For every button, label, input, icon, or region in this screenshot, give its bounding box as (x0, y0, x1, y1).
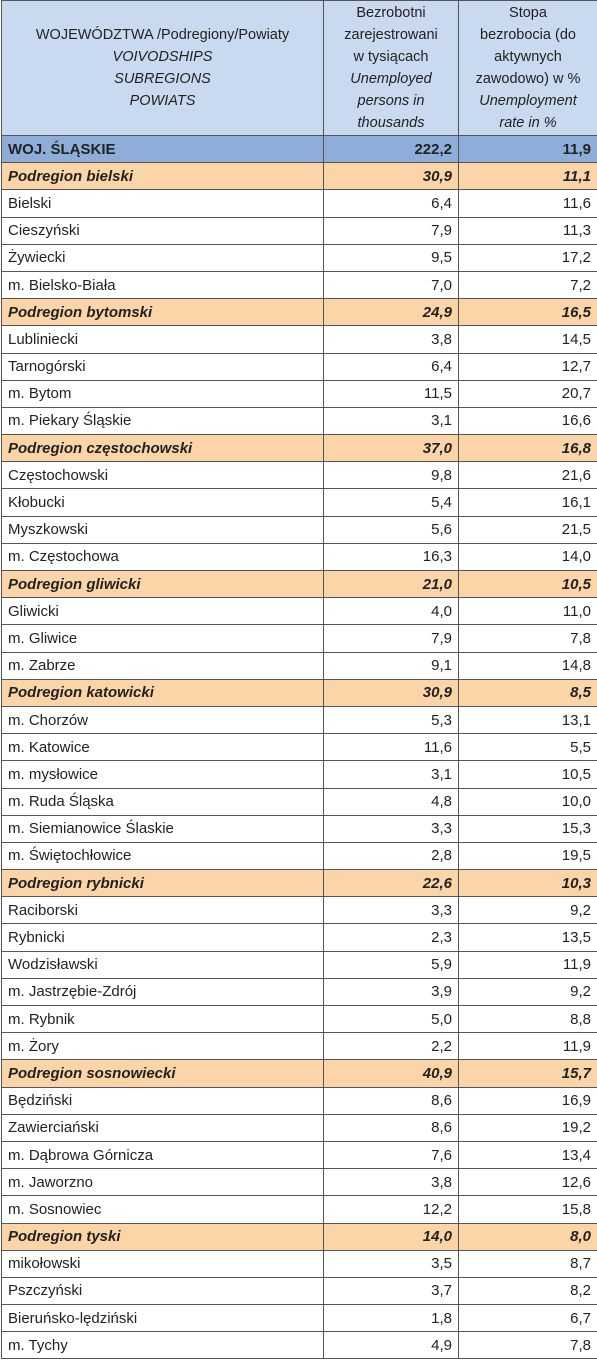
row-rate: 10,0 (459, 788, 597, 815)
row-unemployed: 3,1 (324, 407, 459, 434)
row-rate: 7,8 (459, 1332, 597, 1359)
row-name: Lubliniecki (2, 326, 324, 353)
powiat-row (2, 1114, 597, 1141)
row-unemployed: 1,8 (324, 1305, 459, 1332)
row-unemployed: 3,8 (324, 1169, 459, 1196)
row-name: Będziński (2, 1087, 324, 1114)
powiat-row (2, 924, 597, 951)
powiat-row (2, 407, 597, 434)
row-name: Podregion tyski (2, 1223, 324, 1250)
row-rate: 8,7 (459, 1250, 597, 1277)
row-name: m. Piekary Śląskie (2, 407, 324, 434)
row-unemployed: 2,2 (324, 1033, 459, 1060)
voivodship-row (2, 136, 597, 163)
row-name: m. Siemianowice Ślaskie (2, 815, 324, 842)
powiat-row (2, 489, 597, 516)
row-rate: 15,3 (459, 815, 597, 842)
row-name: m. mysłowice (2, 761, 324, 788)
header-region-en-3: POWIATS (129, 93, 196, 109)
powiat-row (2, 380, 597, 407)
row-name: Gliwicki (2, 598, 324, 625)
row-unemployed: 9,8 (324, 462, 459, 489)
header-region (2, 1, 324, 136)
row-unemployed: 3,8 (324, 326, 459, 353)
powiat-row (2, 516, 597, 543)
powiat-row (2, 1087, 597, 1114)
powiat-row (2, 543, 597, 570)
header-region-pl: WOJEWÓDZTWA /Podregiony/Powiaty (35, 27, 290, 43)
row-unemployed: 4,0 (324, 598, 459, 625)
row-unemployed: 7,6 (324, 1141, 459, 1168)
header-unemployed-pl-3: w tysiącach (353, 49, 429, 65)
row-rate: 17,2 (459, 244, 597, 271)
row-rate: 20,7 (459, 380, 597, 407)
subregion-row (2, 299, 597, 326)
powiat-row (2, 625, 597, 652)
row-rate: 11,0 (459, 598, 597, 625)
header-rate-en-1: Unemployment (479, 93, 577, 109)
row-unemployed: 3,9 (324, 978, 459, 1005)
powiat-row (2, 978, 597, 1005)
row-rate: 8,0 (459, 1223, 597, 1250)
powiat-row (2, 897, 597, 924)
subregion-row (2, 679, 597, 706)
row-name: m. Świętochłowice (2, 842, 324, 869)
row-unemployed: 40,9 (324, 1060, 459, 1087)
row-rate: 11,9 (459, 951, 597, 978)
row-name: Podregion gliwicki (2, 571, 324, 598)
row-unemployed: 3,1 (324, 761, 459, 788)
row-rate: 11,3 (459, 217, 597, 244)
row-unemployed: 21,0 (324, 571, 459, 598)
subregion-row (2, 1060, 597, 1087)
row-rate: 10,5 (459, 761, 597, 788)
powiat-row (2, 815, 597, 842)
row-unemployed: 4,9 (324, 1332, 459, 1359)
row-name: Częstochowski (2, 462, 324, 489)
row-unemployed: 22,6 (324, 870, 459, 897)
row-unemployed: 4,8 (324, 788, 459, 815)
row-rate: 11,1 (459, 163, 597, 190)
header-rate-en-2: rate in % (499, 115, 557, 131)
powiat-row (2, 353, 597, 380)
row-rate: 14,8 (459, 652, 597, 679)
row-rate: 5,5 (459, 734, 597, 761)
row-rate: 7,2 (459, 271, 597, 298)
header-rate-pl-2: bezrobocia (do (480, 27, 576, 43)
row-unemployed: 6,4 (324, 190, 459, 217)
header-unemployed-en-1: Unemployed (350, 71, 432, 87)
row-name: Cieszyński (2, 217, 324, 244)
powiat-row (2, 1277, 597, 1304)
row-rate: 14,0 (459, 543, 597, 570)
row-unemployed: 8,6 (324, 1114, 459, 1141)
powiat-row (2, 1006, 597, 1033)
powiat-row (2, 1305, 597, 1332)
powiat-row (2, 842, 597, 869)
row-rate: 16,1 (459, 489, 597, 516)
subregion-row (2, 1223, 597, 1250)
header-unemployed-en-2: persons in (357, 93, 425, 109)
row-rate: 14,5 (459, 326, 597, 353)
row-rate: 10,3 (459, 870, 597, 897)
row-rate: 10,5 (459, 571, 597, 598)
row-unemployed: 5,6 (324, 516, 459, 543)
header-unemployed-pl-2: zarejestrowani (344, 27, 438, 43)
row-name: Żywiecki (2, 244, 324, 271)
subregion-row (2, 870, 597, 897)
row-name: m. Rybnik (2, 1006, 324, 1033)
row-unemployed: 7,9 (324, 217, 459, 244)
row-unemployed: 5,3 (324, 706, 459, 733)
header-region-en-1: VOIVODSHIPS (112, 49, 213, 65)
row-unemployed: 30,9 (324, 679, 459, 706)
header-rate-pl-3: aktywnych (494, 49, 562, 65)
row-name: WOJ. ŚLĄSKIE (2, 136, 324, 163)
powiat-row (2, 1332, 597, 1359)
table-header (2, 1, 597, 136)
powiat-row (2, 734, 597, 761)
row-rate: 8,2 (459, 1277, 597, 1304)
header-rate-pl-1: Stopa (509, 5, 547, 21)
row-unemployed: 5,0 (324, 1006, 459, 1033)
row-rate: 9,2 (459, 978, 597, 1005)
row-name: Myszkowski (2, 516, 324, 543)
powiat-row (2, 462, 597, 489)
row-rate: 8,8 (459, 1006, 597, 1033)
row-unemployed: 7,9 (324, 625, 459, 652)
subregion-row (2, 163, 597, 190)
row-rate: 21,5 (459, 516, 597, 543)
row-rate: 12,6 (459, 1169, 597, 1196)
row-unemployed: 11,5 (324, 380, 459, 407)
row-unemployed: 8,6 (324, 1087, 459, 1114)
row-unemployed: 11,6 (324, 734, 459, 761)
row-name: Podregion katowicki (2, 679, 324, 706)
row-name: m. Katowice (2, 734, 324, 761)
row-name: Wodzisławski (2, 951, 324, 978)
row-rate: 19,2 (459, 1114, 597, 1141)
subregion-row (2, 435, 597, 462)
powiat-row (2, 951, 597, 978)
row-name: Podregion sosnowiecki (2, 1060, 324, 1087)
header-unemployed (324, 1, 459, 136)
powiat-row (2, 652, 597, 679)
row-name: Podregion bytomski (2, 299, 324, 326)
row-rate: 19,5 (459, 842, 597, 869)
powiat-row (2, 761, 597, 788)
row-rate: 15,7 (459, 1060, 597, 1087)
row-rate: 12,7 (459, 353, 597, 380)
row-rate: 16,9 (459, 1087, 597, 1114)
row-rate: 13,5 (459, 924, 597, 951)
row-name: m. Ruda Śląska (2, 788, 324, 815)
powiat-row (2, 217, 597, 244)
row-rate: 15,8 (459, 1196, 597, 1223)
header-region-en-2: SUBREGIONS (114, 71, 211, 87)
row-unemployed: 3,3 (324, 815, 459, 842)
row-name: m. Gliwice (2, 625, 324, 652)
unemployment-table (1, 0, 597, 1359)
row-name: Podregion rybnicki (2, 870, 324, 897)
row-name: m. Żory (2, 1033, 324, 1060)
row-rate: 13,1 (459, 706, 597, 733)
row-name: Raciborski (2, 897, 324, 924)
row-rate: 11,6 (459, 190, 597, 217)
row-name: Tarnogórski (2, 353, 324, 380)
row-unemployed: 37,0 (324, 435, 459, 462)
row-name: mikołowski (2, 1250, 324, 1277)
row-rate: 7,8 (459, 625, 597, 652)
row-unemployed: 2,8 (324, 842, 459, 869)
row-unemployed: 16,3 (324, 543, 459, 570)
row-rate: 13,4 (459, 1141, 597, 1168)
row-name: m. Bielsko-Biała (2, 271, 324, 298)
row-name: Bieruńsko-lędziński (2, 1305, 324, 1332)
row-unemployed: 9,1 (324, 652, 459, 679)
row-name: m. Zabrze (2, 652, 324, 679)
row-name: m. Jastrzębie-Zdrój (2, 978, 324, 1005)
powiat-row (2, 1250, 597, 1277)
row-unemployed: 222,2 (324, 136, 459, 163)
row-name: m. Częstochowa (2, 543, 324, 570)
row-rate: 16,8 (459, 435, 597, 462)
row-unemployed: 30,9 (324, 163, 459, 190)
header-unemployed-en-3: thousands (357, 115, 425, 131)
powiat-row (2, 271, 597, 298)
row-name: Podregion częstochowski (2, 435, 324, 462)
row-rate: 21,6 (459, 462, 597, 489)
row-unemployed: 5,4 (324, 489, 459, 516)
powiat-row (2, 1033, 597, 1060)
powiat-row (2, 598, 597, 625)
powiat-row (2, 190, 597, 217)
powiat-row (2, 244, 597, 271)
row-unemployed: 3,7 (324, 1277, 459, 1304)
row-unemployed: 9,5 (324, 244, 459, 271)
row-unemployed: 3,5 (324, 1250, 459, 1277)
subregion-row (2, 571, 597, 598)
row-name: m. Chorzów (2, 706, 324, 733)
row-unemployed: 2,3 (324, 924, 459, 951)
row-name: Kłobucki (2, 489, 324, 516)
powiat-row (2, 1169, 597, 1196)
row-unemployed: 6,4 (324, 353, 459, 380)
row-name: m. Tychy (2, 1332, 324, 1359)
row-name: m. Sosnowiec (2, 1196, 324, 1223)
row-rate: 11,9 (459, 136, 597, 163)
row-rate: 11,9 (459, 1033, 597, 1060)
powiat-row (2, 706, 597, 733)
row-name: Bielski (2, 190, 324, 217)
powiat-row (2, 1196, 597, 1223)
row-name: m. Bytom (2, 380, 324, 407)
row-rate: 16,5 (459, 299, 597, 326)
powiat-row (2, 1141, 597, 1168)
row-unemployed: 14,0 (324, 1223, 459, 1250)
row-unemployed: 5,9 (324, 951, 459, 978)
row-name: Pszczyński (2, 1277, 324, 1304)
header-rate (459, 1, 597, 136)
row-name: Zawierciański (2, 1114, 324, 1141)
header-rate-pl-4: zawodowo) w % (475, 71, 581, 87)
row-rate: 16,6 (459, 407, 597, 434)
row-unemployed: 24,9 (324, 299, 459, 326)
powiat-row (2, 326, 597, 353)
row-name: m. Dąbrowa Górnicza (2, 1141, 324, 1168)
row-rate: 9,2 (459, 897, 597, 924)
table-body (2, 136, 597, 1359)
header-unemployed-pl-1: Bezrobotni (356, 5, 426, 21)
row-name: Rybnicki (2, 924, 324, 951)
row-name: m. Jaworzno (2, 1169, 324, 1196)
powiat-row (2, 788, 597, 815)
row-rate: 6,7 (459, 1305, 597, 1332)
row-unemployed: 3,3 (324, 897, 459, 924)
row-rate: 8,5 (459, 679, 597, 706)
row-name: Podregion bielski (2, 163, 324, 190)
row-unemployed: 7,0 (324, 271, 459, 298)
row-unemployed: 12,2 (324, 1196, 459, 1223)
